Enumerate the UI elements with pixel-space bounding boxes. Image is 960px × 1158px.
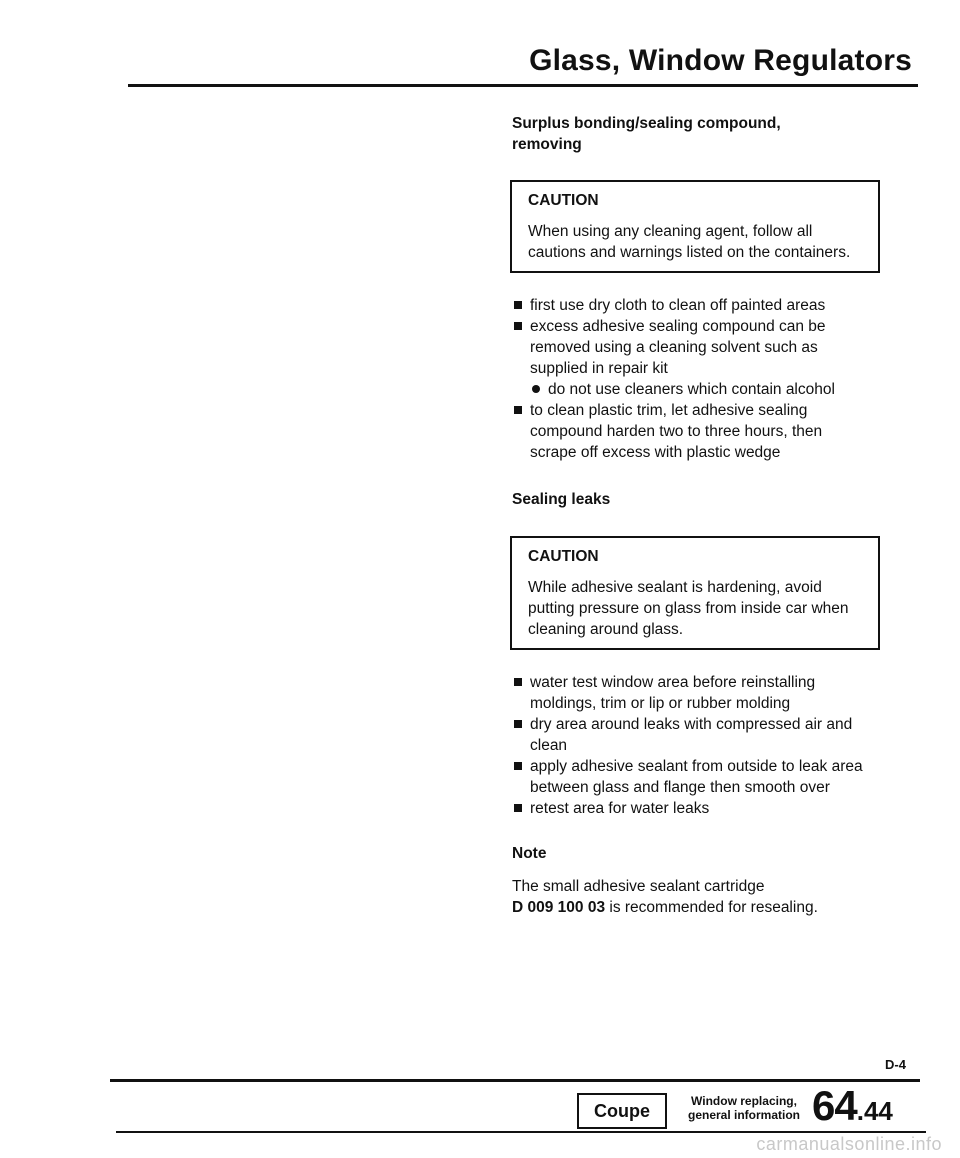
sub-list-item [530,379,872,400]
caution-text: When using any cleaning agent, follow all cautions and warnings listed on the containers. [528,223,851,261]
footer-section-line: general information [687,1108,800,1122]
bullet-list-surplus [512,295,872,463]
page-number-minor: .44 [856,1096,893,1126]
list-item [512,672,872,714]
page-code: D-4 [885,1057,906,1072]
list-item-text: excess adhesive sealing compound can be removed using a cleaning solvent such as supplied in repair kit [530,318,826,377]
list-item [512,714,872,756]
list-item-text: apply adhesive sealant from outside to leak area between glass and flange then smooth over [530,758,863,796]
note-text [512,876,872,918]
section-heading-line: removing [512,136,582,153]
header-rule [128,84,918,87]
caution-title: CAUTION [528,548,599,565]
list-item [512,756,872,798]
model-label: Coupe [594,1100,650,1121]
note-text-post: is recommended for resealing. [605,899,818,916]
model-badge [577,1093,667,1129]
part-number: D 009 100 03 [512,899,606,916]
main-content [512,113,872,918]
section-heading-line: Surplus bonding/sealing compound, [512,115,781,132]
list-item-text: dry area around leaks with compressed air and clean [530,716,853,754]
note-text-pre: The small adhesive sealant cartridge [512,878,765,895]
watermark: carmanualsonline.info [756,1134,942,1154]
caution-box-cleaning [510,180,880,273]
bottom-rule [116,1131,926,1133]
list-item-text: water test window area before reinstalling moldings, trim or lip or rubber molding [530,674,816,712]
page-number [812,1082,893,1130]
list-item-text: first use dry cloth to clean off painted areas [530,297,826,314]
bullet-list-sealing [512,672,872,819]
caution-text: While adhesive sealant is hardening, avoid putting pressure on glass from inside car when cleaning around glass. [528,579,849,638]
caution-box-hardening [510,536,880,650]
page-title: Glass, Window Regulators [529,44,912,77]
footer-rule [110,1079,920,1082]
section-heading-sealing-leaks: Sealing leaks [512,491,611,508]
section-heading-surplus [512,113,872,155]
list-item [512,400,872,463]
list-item-text: retest area for water leaks [530,800,710,817]
footer-section-line: Window replacing, [691,1094,797,1108]
list-item [512,295,872,316]
caution-title: CAUTION [528,192,599,209]
page-number-major: 64 [812,1082,857,1129]
list-item [512,316,872,400]
note-title: Note [512,845,547,862]
list-item [512,798,872,819]
sub-list-item-text: do not use cleaners which contain alcohol [548,381,835,398]
list-item-text: to clean plastic trim, let adhesive sealing compound harden two to three hours, then scrape off excess with plastic wedge [530,402,823,461]
footer-section-title [684,1094,804,1122]
sub-bullet-list [530,379,872,400]
